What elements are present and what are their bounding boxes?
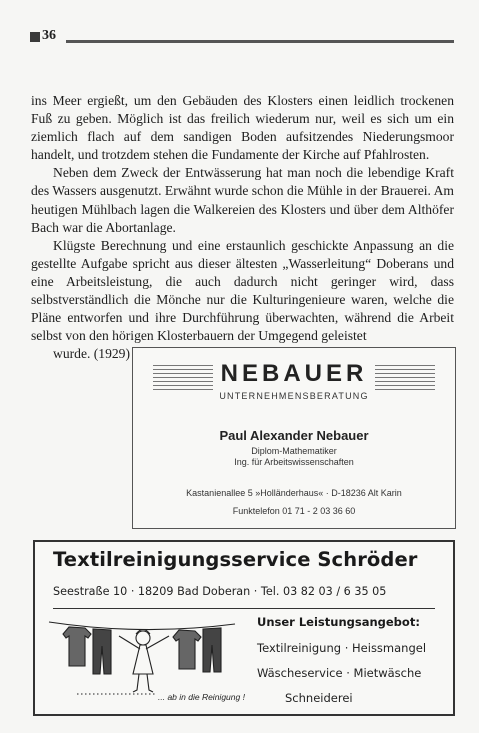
schroeder-advertisement bbox=[33, 540, 455, 716]
service-item: Schneiderei bbox=[285, 691, 353, 705]
schroeder-divider bbox=[53, 608, 435, 609]
page-number: 36 bbox=[42, 28, 56, 43]
body-text bbox=[31, 92, 454, 363]
paragraph-3-text: Klügste Berechnung und eine erstaunlich geschickte Anpassung an die gestellte Aufgabe spricht aus dieser ältesten „Wasserleitung“ Doberans und eine Arbeitsleistung, die auch dadurch nicht geringer wird, dass selbstverständlich die Mönche nur die Kulturingenieure waren, welche die Pläne entworfen und ihre Durchführung überwachten, während die Arbeit selbst von den hörigen Klosterbauern der Umgegend geleistet bbox=[31, 237, 454, 344]
paragraph-1: ins Meer ergießt, um den Gebäuden des Klosters einen leidlich trockenen Fuß zu geben. Möglich ist das freilich wiederum nur, weil es sich um ein ziemlich flach auf dem sandigen Boden aufsitzendes Niederungsmoor handelt, und trotzdem stehen die Fundamente der Kirche auf Pfahlrosten. bbox=[31, 93, 454, 163]
page-header bbox=[30, 30, 454, 46]
paragraph-3 bbox=[31, 237, 454, 364]
page-marker-square bbox=[30, 32, 40, 42]
nebauer-subtitle: UNTERNEHMENSBERATUNG bbox=[219, 391, 369, 401]
nebauer-phone: Funktelefon 01 71 - 2 03 36 60 bbox=[232, 506, 356, 516]
schroeder-company-name: Textilreinigungsservice Schröder bbox=[53, 548, 418, 571]
paragraph-3-last-line: wurde. (1929) bbox=[53, 346, 131, 362]
nebauer-title-1: Diplom-Mathematiker bbox=[251, 446, 337, 456]
laundry-illustration-icon bbox=[47, 614, 237, 704]
services-heading: Unser Leistungsangebot: bbox=[257, 615, 420, 629]
service-item: Wäscheservice · Mietwäsche bbox=[257, 666, 422, 680]
nebauer-address: Kastanienallee 5 »Holländerhaus« · D-18236 Alt Karin bbox=[186, 488, 402, 498]
nebauer-person-name: Paul Alexander Nebauer bbox=[219, 428, 369, 443]
schroeder-address: Seestraße 10 · 18209 Bad Doberan · Tel. 03 82 03 / 6 35 05 bbox=[53, 585, 387, 598]
header-rule bbox=[66, 40, 454, 43]
schroeder-tagline: ... ab in die Reinigung ! bbox=[158, 692, 245, 702]
nebauer-logo-text: NEBAUER bbox=[220, 360, 368, 387]
paragraph-2: Neben dem Zweck der Entwässerung hat man noch die lebendige Kraft des Wassers ausgenutzt. Erwähnt wurde schon die Mühle in der Brauerei. Am heutigen Mühlbach lagen die Walkereien des Klosters und über dem Althöfer Bach war die Abortanlage. bbox=[31, 165, 454, 235]
service-item: Textilreinigung · Heissmangel bbox=[257, 641, 427, 655]
nebauer-advertisement bbox=[132, 347, 456, 529]
nebauer-title-2: Ing. für Arbeitswissenschaften bbox=[234, 457, 354, 467]
